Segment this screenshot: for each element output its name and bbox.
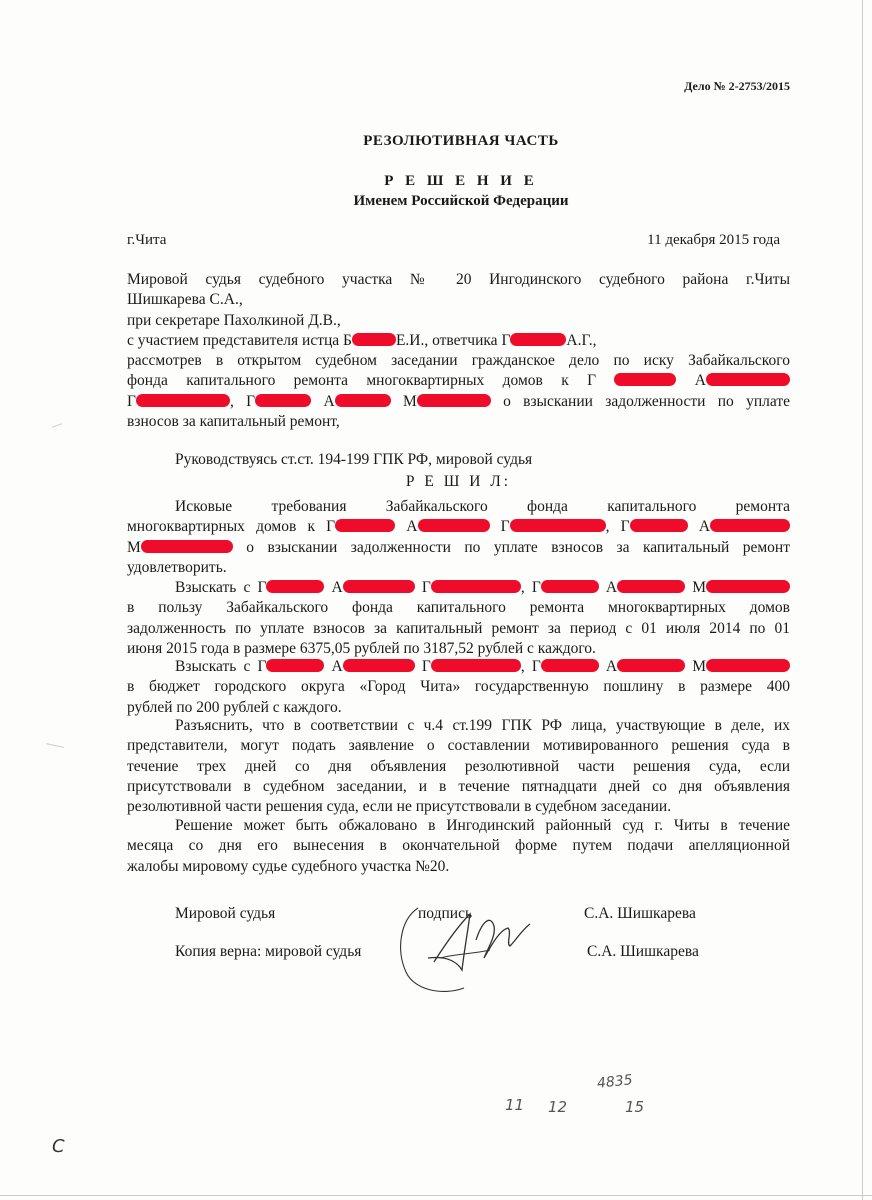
ruling-paragraph-3 (127, 657, 790, 718)
text: , Г (605, 518, 630, 536)
redaction-mark (510, 333, 566, 346)
handwritten-note: С (52, 1136, 65, 1157)
decision-date: 11 декабря 2015 года (647, 232, 780, 248)
redaction-mark (136, 394, 230, 407)
ruling-line: представители, могут подать заявление о составлении мотивированного решения суда в (127, 737, 790, 755)
text: Взыскать с Г (175, 658, 267, 675)
redaction-mark (141, 540, 233, 553)
text: А (406, 518, 418, 536)
handwritten-note: 12 (548, 1098, 568, 1116)
intro-line (127, 392, 790, 412)
guided-line (127, 450, 790, 470)
city: г.Чита (127, 232, 167, 248)
ruling-line: в пользу Забайкальского фонда капитального ремонта многоквартирных домов (127, 599, 790, 617)
signature-label: подпись (418, 905, 473, 922)
redaction-mark (630, 519, 688, 532)
redaction-mark (706, 580, 790, 593)
text: М (127, 538, 141, 556)
text: Г (421, 658, 431, 675)
redaction-mark (418, 519, 490, 532)
intro-line (127, 331, 790, 351)
text: А (694, 372, 706, 390)
intro-line: при секретаре Пахолкиной Д.В., (127, 311, 341, 329)
text: А (698, 518, 711, 536)
ruling-line (127, 538, 790, 558)
redaction-mark (706, 373, 790, 386)
ruling-line: Решение может быть обжаловано в Ингодинский районный суд г. Читы в течение (175, 817, 790, 834)
redaction-mark (343, 580, 415, 593)
text: о взыскании задолженности по уплате взносов за капитальный ремонт (246, 538, 790, 556)
ruling-line: месяца со дня его вынесения в окончательной форме путем подачи апелляционной (127, 837, 790, 855)
redaction-mark (352, 333, 396, 346)
decision-heading: Р Е Ш Е Н И Е (384, 173, 538, 189)
intro-line: Шишкарева С.А., (127, 291, 243, 309)
redaction-mark (541, 659, 599, 672)
decision-subtitle: Именем Российской Федерации (353, 193, 569, 209)
redaction-mark (343, 659, 415, 672)
ruling-line: резолютивной части решения суда, если не присутствовали в судебном заседании. (127, 798, 672, 816)
text: Г (421, 579, 431, 596)
text: М (692, 579, 706, 596)
intro-line (127, 371, 790, 391)
scan-edge (0, 1195, 872, 1196)
handwritten-note: 4835 (596, 1072, 634, 1092)
text: с участием представителя истца Б (127, 331, 352, 349)
text: Взыскать с Г (175, 579, 267, 596)
text: , Г (520, 658, 541, 675)
text: фонда капитального ремонта многоквартирных домов к Г (127, 372, 597, 390)
ruling-line: рублей по 200 рублей с каждого. (127, 698, 342, 716)
intro-paragraph (127, 270, 790, 432)
redaction-mark (706, 659, 790, 672)
ruling-paragraph-5 (127, 816, 790, 877)
text: М (692, 658, 706, 675)
text: А.Г., (566, 331, 597, 349)
copy-label: Копия верна: мировой судья (175, 943, 362, 960)
ruling-paragraph-1 (127, 497, 790, 578)
text: о взыскании задолженности по уплате (503, 392, 791, 410)
ruling-line (127, 578, 790, 598)
redaction-mark (617, 580, 685, 593)
text: , Г (520, 579, 541, 596)
ruling-line (127, 517, 790, 537)
redaction-mark (255, 394, 311, 407)
ruling-line: присутствовали в судебном заседании, и в течение пятнадцати дней со дня объявления (127, 777, 790, 795)
ruling-line: удовлетворить. (127, 558, 227, 576)
redaction-mark (614, 373, 676, 386)
text: Е.И., ответчика Г (395, 331, 511, 349)
ruling-line (127, 657, 790, 677)
ruling-line: задолженность по уплате взносов за капитальный ремонт за период с 01 июля 2014 по 01 (127, 619, 790, 637)
handwritten-note: 11 (505, 1096, 525, 1114)
redaction-mark (710, 519, 790, 532)
intro-line: Мировой судья судебного участка № 20 Ингодинского судебного района г.Читы (127, 271, 790, 288)
handwritten-note: 15 (625, 1098, 645, 1116)
text: , Г (229, 392, 256, 410)
redaction-mark (617, 659, 685, 672)
hole-punch-mark (52, 423, 62, 427)
redaction-mark (431, 659, 521, 672)
redaction-mark (510, 519, 606, 532)
intro-line: рассмотрев в открытом судебном заседании гражданское дело по иску Забайкальского (127, 352, 790, 370)
ruling-line: в бюджет городского округа «Город Чита» государственную пошлину в размере 400 (127, 678, 790, 696)
document-title: РЕЗОЛЮТИВНАЯ ЧАСТЬ (363, 133, 559, 149)
redaction-mark (431, 580, 521, 593)
guided-text: Руководствуясь ст.ст. 194-199 ГПК РФ, мировой судья (175, 451, 533, 468)
redaction-mark (266, 659, 324, 672)
redaction-mark (335, 394, 391, 407)
hole-punch-mark (46, 743, 64, 748)
text: А (331, 658, 343, 675)
ruling-paragraph-4 (127, 716, 790, 817)
ruling-line: Разъяснить, что в соответствии с ч.4 ст.199 ГПК РФ лица, участвующие в деле, их (175, 717, 790, 734)
handwritten-signature-icon (390, 900, 550, 1000)
redaction-mark (335, 519, 395, 532)
ruling-line: Исковые требования Забайкальского фонда капитального ремонта (175, 498, 790, 515)
text: М (402, 392, 417, 410)
intro-line: взносов за капитальный ремонт, (127, 413, 340, 431)
redaction-mark (417, 394, 491, 407)
decided-heading: Р Е Ш И Л: (405, 473, 512, 490)
text: Г (127, 392, 136, 410)
scan-edge (862, 0, 863, 1200)
text: А (605, 579, 618, 596)
redaction-mark (266, 580, 324, 593)
text: А (331, 579, 343, 596)
ruling-line: июня 2015 года в размере 6375,05 рублей по 3187,52 рублей с каждого. (127, 639, 596, 657)
text: А (323, 392, 335, 410)
judge-name: С.А. Шишкарева (584, 905, 696, 922)
text: Г (500, 518, 510, 536)
text: А (605, 658, 618, 675)
redaction-mark (541, 580, 599, 593)
ruling-line: жалобы мировому судье судебного участка №20. (127, 857, 450, 875)
judge-label: Мировой судья (175, 905, 276, 922)
text: многоквартирных домов к Г (127, 518, 336, 536)
copy-judge-name: С.А. Шишкарева (587, 943, 699, 960)
ruling-paragraph-2 (127, 578, 790, 659)
ruling-line: течение трех дней со дня объявления резолютивной части решения суда, если (127, 757, 790, 775)
case-number: Дело № 2-2753/2015 (684, 79, 790, 93)
